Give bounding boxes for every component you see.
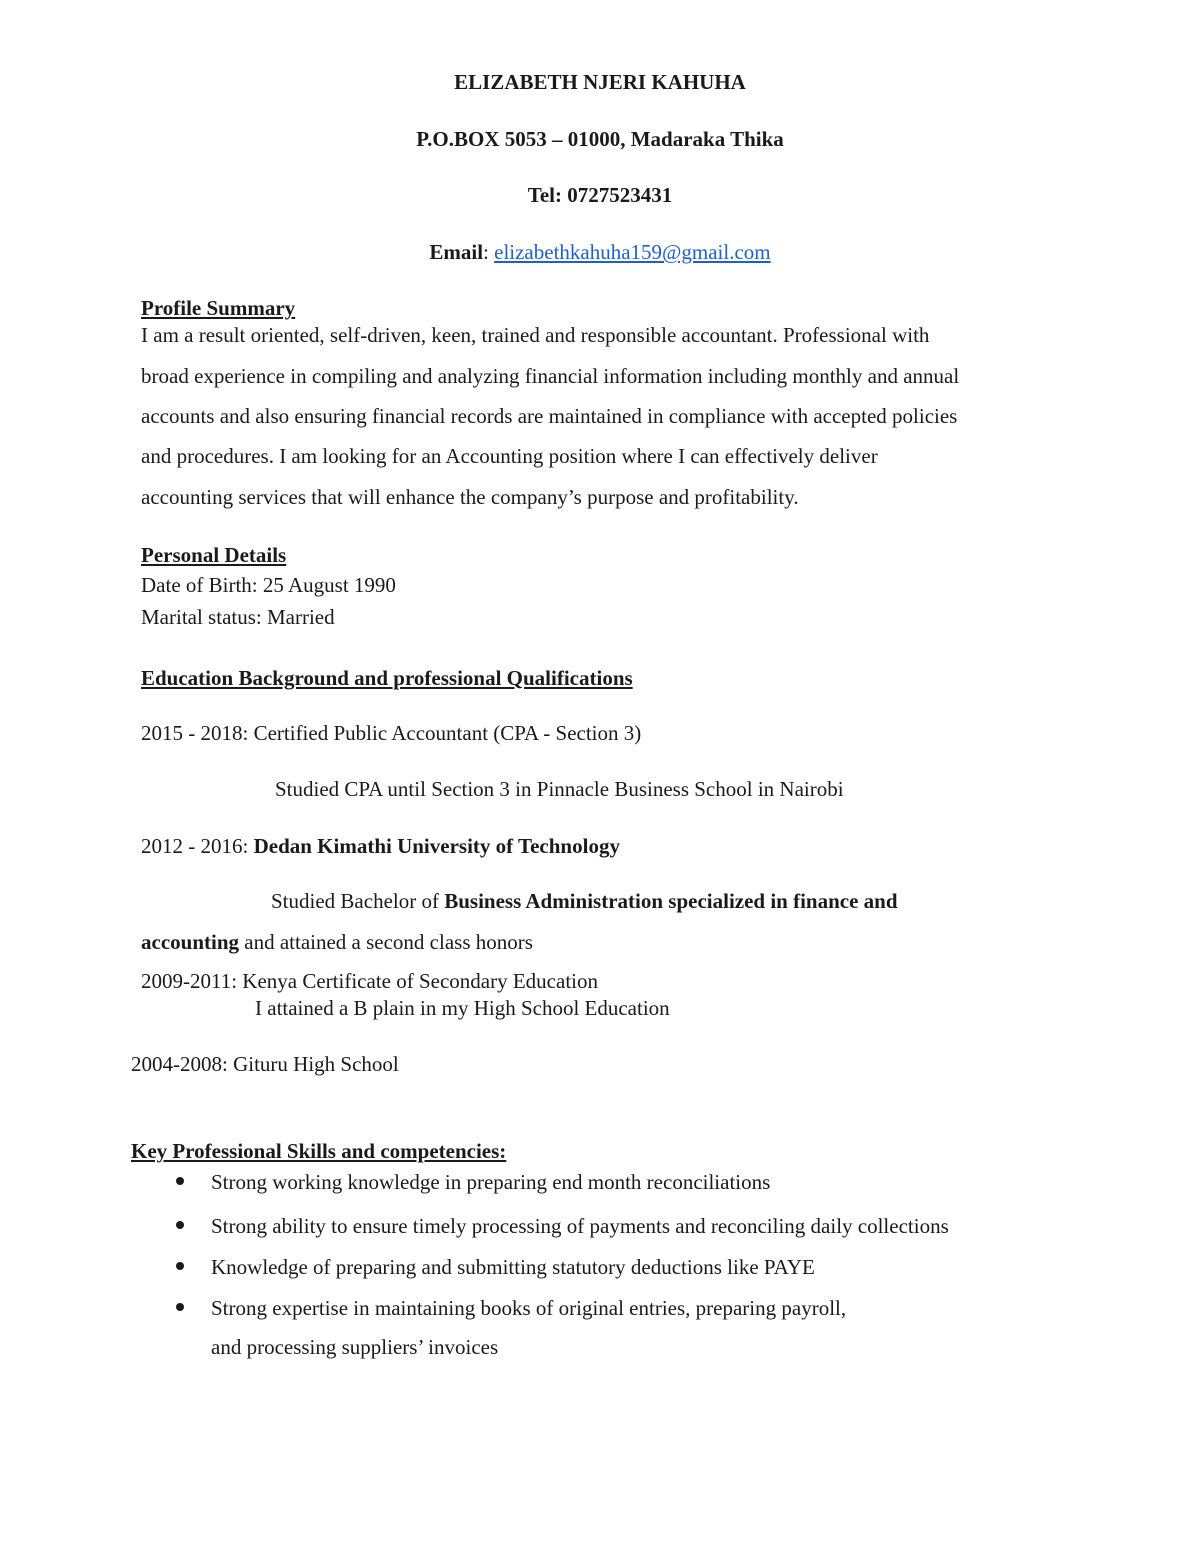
- marital-status: Marital status: Married: [141, 605, 335, 629]
- email-separator: :: [483, 240, 495, 264]
- postal-address: P.O.BOX 5053 – 01000, Madaraka Thika: [416, 127, 784, 151]
- skill-item: Strong working knowledge in preparing end month reconciliations: [211, 1170, 771, 1194]
- university-years: 2012 - 2016:: [141, 834, 254, 858]
- candidate-name: ELIZABETH NJERI KAHUHA: [454, 70, 746, 94]
- bullet-icon: [176, 1177, 184, 1185]
- cpa-detail: Studied CPA until Section 3 in Pinnacle Business School in Nairobi: [275, 777, 844, 801]
- profile-summary-heading: Profile Summary: [141, 296, 296, 320]
- skill-item: Knowledge of preparing and submitting statutory deductions like PAYE: [211, 1255, 815, 1279]
- date-of-birth: Date of Birth: 25 August 1990: [141, 573, 396, 597]
- skill-item: Strong expertise in maintaining books of original entries, preparing payroll,: [211, 1296, 847, 1320]
- skill-item-continuation: and processing suppliers’ invoices: [211, 1335, 499, 1359]
- profile-line: I am a result oriented, self-driven, keen, trained and responsible accountant. Professional with: [141, 323, 930, 347]
- profile-line: broad experience in compiling and analyzing financial information including monthly and annual: [141, 364, 960, 388]
- bullet-icon: [176, 1303, 184, 1311]
- degree-name: Business Administration specialized in finance and: [444, 889, 898, 913]
- university-name: Dedan Kimathi University of Technology: [253, 834, 620, 858]
- high-school-entry: 2004-2008: Gituru High School: [131, 1052, 399, 1076]
- degree-prefix: Studied Bachelor of: [271, 889, 445, 913]
- bullet-icon: [176, 1262, 184, 1270]
- profile-line: accounts and also ensuring financial records are maintained in compliance with accepted policies: [141, 404, 958, 428]
- email-link[interactable]: elizabethkahuha159@gmail.com: [494, 240, 771, 264]
- telephone: Tel: 0727523431: [527, 183, 673, 207]
- university-entry: [141, 834, 620, 859]
- degree-honors: and attained a second class honors: [239, 930, 533, 954]
- degree-name-cont: accounting: [141, 930, 240, 954]
- skill-item: Strong ability to ensure timely processing of payments and reconciling daily collections: [211, 1214, 949, 1238]
- education-heading: Education Background and professional Qualifications: [141, 666, 633, 690]
- email-label: Email: [429, 240, 484, 264]
- personal-details-heading: Personal Details: [141, 543, 287, 567]
- degree-detail: [271, 889, 898, 914]
- kcse-entry: 2009-2011: Kenya Certificate of Secondary Education: [141, 969, 598, 993]
- profile-line: and procedures. I am looking for an Accounting position where I can effectively deliver: [141, 444, 878, 468]
- skills-heading: Key Professional Skills and competencies:: [131, 1139, 507, 1163]
- cpa-entry: 2015 - 2018: Certified Public Accountant (CPA - Section 3): [141, 721, 642, 745]
- profile-line: accounting services that will enhance the company’s purpose and profitability.: [141, 485, 799, 509]
- degree-detail-cont: [141, 930, 533, 955]
- kcse-detail: I attained a B plain in my High School Education: [255, 996, 670, 1020]
- bullet-icon: [176, 1221, 184, 1229]
- email-line: [0, 240, 1200, 265]
